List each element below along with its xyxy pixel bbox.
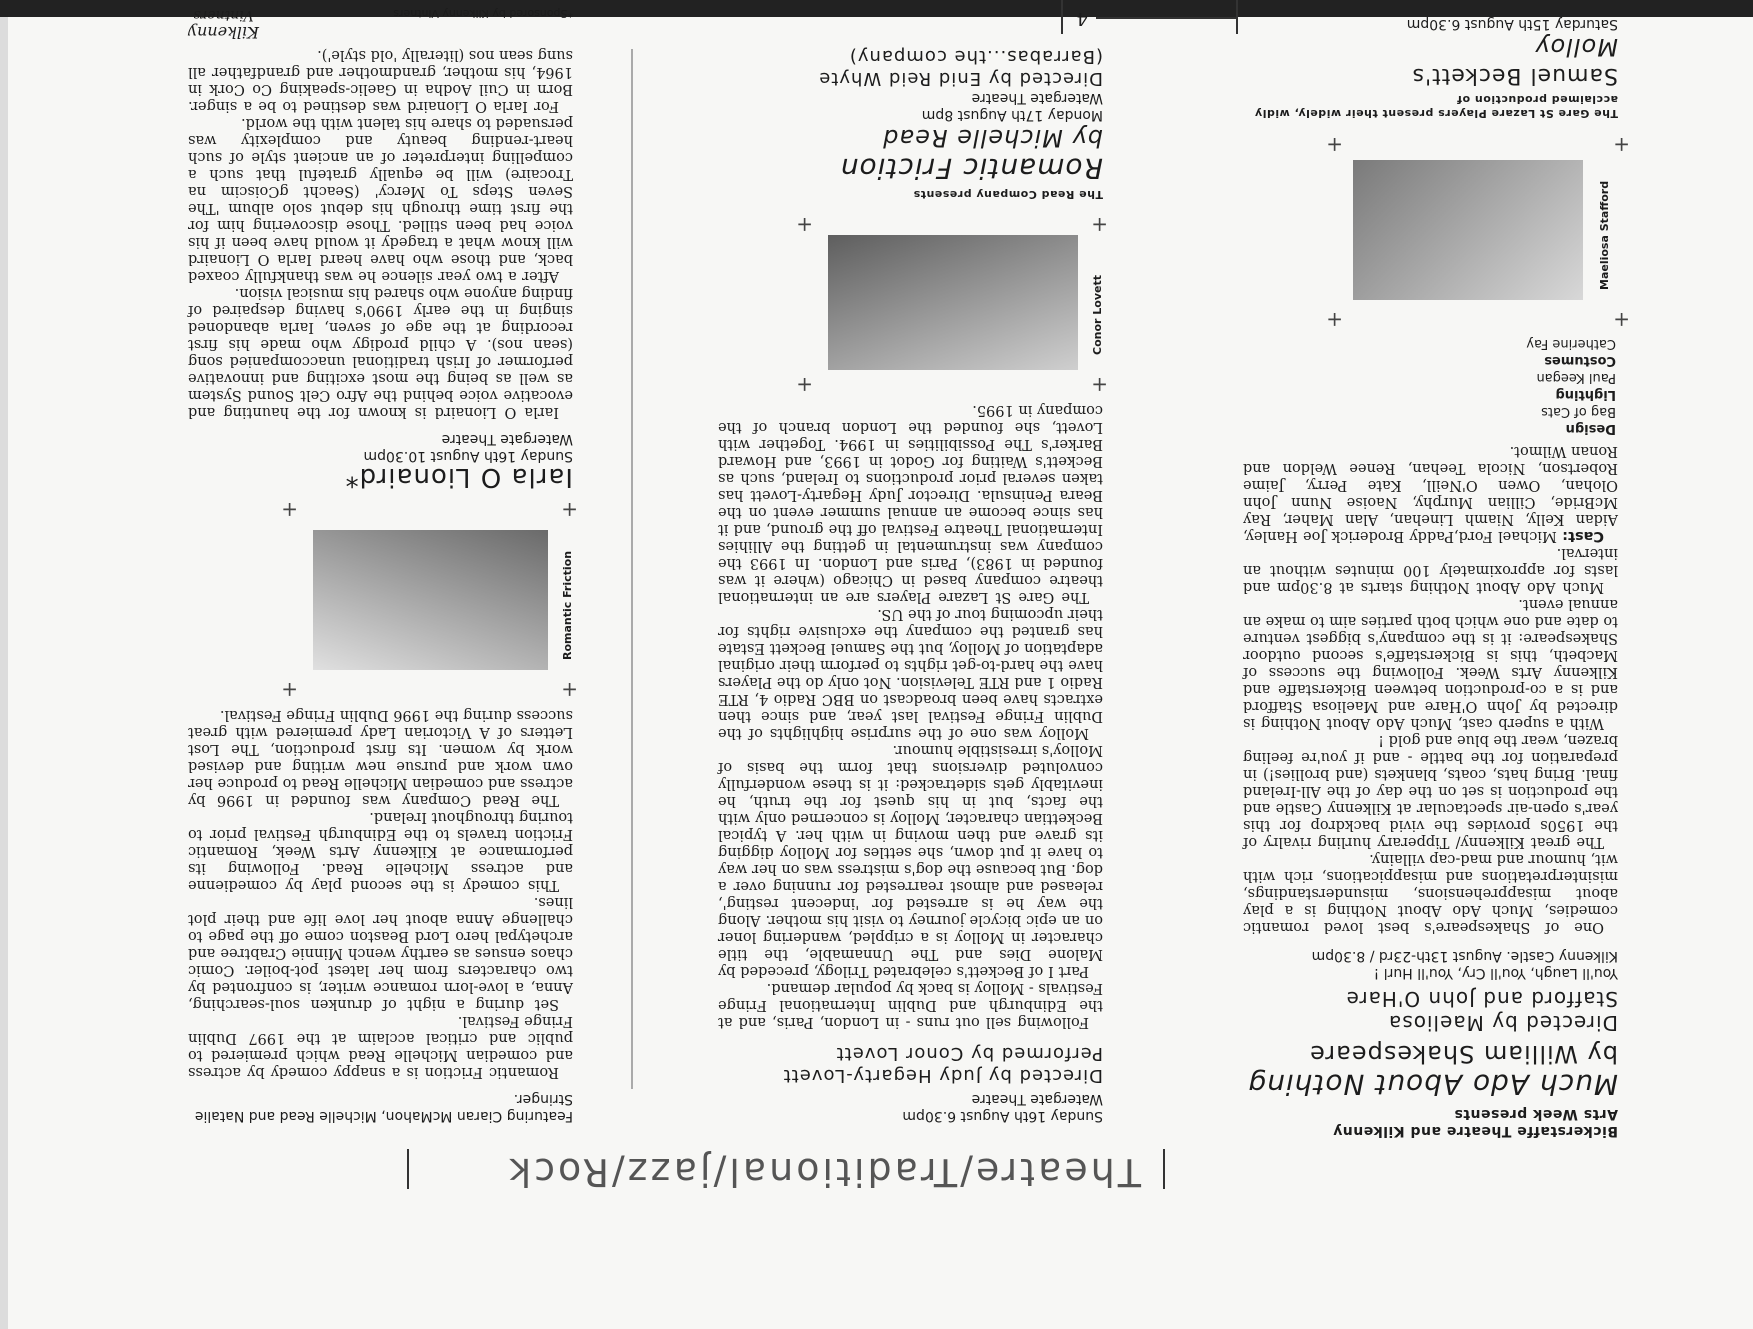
rf-paragraph-3: This comedy is the second play by comedienne and actress Michelle Read. Following its performance at Kilkenny Arts Week, Romantic Friction travels to the Edinburgh Festival prior to touring throughout Ireland.: [188, 809, 573, 893]
tagline: You'll Laugh, You'll Cry, You'll Hurl !: [1373, 965, 1618, 981]
credit-name: Bag of Cats: [1541, 404, 1616, 419]
rf-featuring: Featuring Ciaran McMahon, Michelle Read and Natalie Stringer.: [194, 1091, 573, 1124]
credit-role: Costumes: [1544, 353, 1616, 368]
logo-line-2: Vintners: [193, 7, 254, 23]
molloy-paragraph-3: Molloy was one of the surprise highlights of the Dublin Fringe Festival last year, and since then extracts have been broadcast on BBC Radio 4, RTE Radio 1 and RTE Television. Not only do the Players have the hard-to-get rights to perform their original adaptation of Molloy, but the Samuel Beckett Estate has granted the company the exclusive rights for their upcoming tour of the US.: [718, 606, 1103, 741]
crop-mark: +: [281, 678, 298, 702]
credit-role: Design: [1565, 421, 1616, 436]
molloy-paragraph-1: Following sell out runs - in London, Paris, and at the Edinburgh and Dublin International Fringe Festivals - Molloy is back by popular demand.: [718, 980, 1103, 1030]
molloy-directed: Directed by Judy Hegarty-Lovett: [782, 1065, 1103, 1086]
cast-label: Cast:: [1562, 528, 1604, 544]
section-banner: Theatre/Traditional/jazz/Rock: [506, 1150, 1141, 1194]
rf-byline: by Michelle Read: [882, 124, 1103, 152]
rf-paragraph-1: Romantic Friction is a snappy comedy by actress and comedian Michelle Read which premiered to public and critical acclaim at the 1997 Dublin Fringe Festival.: [188, 1013, 573, 1080]
banner-bar-left: [1163, 1149, 1165, 1189]
venue-line: Kilkenny Castle. August 13th-23rd / 8.30pm: [1311, 948, 1618, 964]
photo-caption: Romantic Friction: [561, 550, 574, 660]
crop-mark: +: [1326, 133, 1343, 157]
crop-mark: +: [281, 498, 298, 522]
molloy-performed: Performed by Conor Lovett: [835, 1043, 1103, 1064]
paragraph-4: Much Ado About Nothing starts at 8.30pm and lasts for approximately 100 minutes without an interval.: [1243, 545, 1618, 595]
rf-title: Romantic Friction: [839, 152, 1103, 185]
page-number-line: [1096, 17, 1236, 19]
credit-name: Catherine Fay: [1526, 336, 1616, 351]
banner-bar-right: [407, 1149, 409, 1189]
sponsor-row: [188, 7, 573, 42]
photo-caption: Conor Lovett: [1091, 275, 1104, 355]
molloy-date: Saturday 15th August 6.30pm: [1406, 16, 1618, 32]
credit-name: Paul Keegan: [1536, 370, 1616, 385]
crop-mark: +: [796, 373, 813, 397]
credits-table: [1524, 334, 1618, 438]
molloy-paragraph-2: Part I of Beckett's celebrated Trilogy, preceded by Malone Dies and The Unnamable, the title character in Molloy is a crippled, wandering loner on an epic bicycle journey to visit his mother. Along the way he is arrested for 'indecent resting', released and almost rearrested for running over a dog. But because the dog's mistress was on her way to have it put down, she settles for Molloy digging its grave and then moving in with her. A typical Beckettian character, Molloy is concerned only with the facts, but in his quest for the truth, he inevitably gets sidetracked: it is these wonderfully convoluted diversions that form the basis of Molloy's irresistible humour.: [718, 742, 1103, 979]
molloy-date-line: Sunday 16th August 6.30pm: [902, 1108, 1103, 1124]
rf-cast: (Barrabas...the company): [848, 46, 1103, 67]
iarla-venue: Watergate Theatre: [441, 431, 573, 447]
paragraph-2: The great Kilkenny/ Tipperary hurling rivalry of the 1950s provides the vivid backdrop for this year's open-air spectacular at Kilkenny Castle and the production is set on the day of the All-Ireland final. Bring hats, coats, blankets (and brollies!) in preparation for the battle - and if you're feeling brazen, wear the blue and gold !: [1243, 732, 1618, 850]
page-number: 4: [1076, 8, 1088, 29]
photo-romantic-friction: [313, 530, 548, 670]
scan-edge-right: [0, 0, 8, 1329]
molloy-title-2: Molloy: [1534, 33, 1618, 61]
iarla-paragraph-2: After a two year silence he was thankfully coaxed back, and those who have heard Iarla O Lionaird will know what a tragedy it would have been if his voice had been stilled. Those discovering him for the first time through his debut solo album 'The Seven Steps To Mercy' (Seacht gCoiscim na Trocaire) will be equally grateful that such a compelling interpreter of an ancient style of such heart-rending beauty and complexity was persuaded to share his talent with the world.: [188, 115, 573, 284]
rf-paragraph-2: Set during a night of drunken soul-searching, Anna, a love-lorn romance writer, is confronted by two characters from her latest pot-boiler. Comic chaos ensues as earthy wench Minnie Crabtree and archetypal hero Lord Beaston come off the page to challenge Anna about her love life and their plot lines.: [188, 894, 573, 1012]
rf-paragraph-4: The Read Company was founded in 1996 by actress and comedian Michelle Read to produce her own work and pursue new writing and devised work by women. Its first production, The Lost Letters of A Victorian Lady premiered with great success during the 1996 Dublin Fringe Festival.: [188, 707, 573, 808]
molloy-paragraph-4: The Gare St Lazare Players are an international theatre company based in Chicago (where it was founded in 1983), Paris and London. In 1993 the company was instrumental in getting the Allihies International Theatre Festival off the ground, and it has since become an annual summer event on the Beara Peninsula. Director Judy Hegarty-Lovett has taken several prior productions to Ireland, such as Beckett's Waiting for Godot in 1993, and Howard Barker's The Possibilities in 1994. Together with Lovett, she founded the London branch of the company in 1995.: [718, 402, 1103, 605]
rf-date: Monday 17th August 8pm: [921, 107, 1103, 123]
page-number-bar: [1061, 0, 1063, 34]
presenter-heading: Bickerstaffe Theatre and Kilkenny Arts Week presents: [1332, 1106, 1618, 1139]
logo-line-1: Kilkenny: [188, 23, 259, 42]
cast-paragraph: [1243, 442, 1618, 544]
crop-mark: +: [561, 498, 578, 522]
directed-by: Directed by Maeliosa Stafford and John O'Hare: [1345, 987, 1618, 1035]
rf-venue: Watergate Theatre: [971, 90, 1103, 106]
rf-directed: Directed by Enid Reid Whyte: [818, 68, 1103, 89]
iarla-title: Iarla O Lionaird*: [344, 462, 573, 492]
photo-block: [1243, 120, 1630, 332]
kilkenny-vintners-logo: [188, 7, 259, 42]
play-subtitle: by William Shakespeare: [1309, 1040, 1618, 1068]
play-title: Much Ado About Nothing: [1247, 1068, 1618, 1101]
photo-caption: Maeliosa Stafford: [1598, 180, 1611, 290]
paragraph-1: One of Shakespeare's best loved romantic comedies, Much Ado About Nothing is a play about misapprehensions, misunderstandings, misinterpretations and misappications, rich with wit, humour and mad-cap villainy.: [1243, 851, 1618, 935]
photo-conor-lovett: [828, 235, 1078, 370]
crop-mark: +: [1326, 308, 1343, 332]
iarla-paragraph-3: For Iarla O Lionaird was destined to be a singer. Born in Cuil Aodha in Gaelic-speaking Co Cork in 1964, his mother, grandmother and grandfather all sung sean nos (literally 'old style').: [188, 47, 573, 114]
column-divider: [631, 49, 633, 1089]
crop-mark: +: [1613, 308, 1630, 332]
molloy-venue: Watergate Theatre: [971, 1091, 1103, 1107]
photo-block: [718, 205, 1108, 397]
sponsor-note: *Sponsored by Kilkenny Vintners: [393, 7, 573, 20]
molloy-presenter: The Gare St Lazare Players present their widely, widly acclaimed production of: [1254, 93, 1618, 120]
column-molloy: [718, 45, 1108, 1124]
column-much-ado: [1243, 15, 1630, 1139]
rf-presenter: The Read Company presents: [913, 188, 1103, 201]
crop-mark: +: [796, 213, 813, 237]
crop-mark: +: [1091, 373, 1108, 397]
crop-mark: +: [561, 678, 578, 702]
page-number-rule: [1236, 0, 1238, 34]
crop-mark: +: [1091, 213, 1108, 237]
photo-maeliosa-stafford: [1353, 160, 1583, 300]
paragraph-3: With a superb cast, Much Ado About Nothing is directed by John O'Hare and Maeliosa Stafford and is a co-production between Bickerstaffe and Kilkenny Arts Week. Following the success of Macbeth, this is Bickerstaffe's second outdoor Shakespeare: it is the company's biggest venture to date and one which both parties aim to make an annual event.: [1243, 596, 1618, 731]
photo-block: [188, 490, 578, 702]
credit-role: Lighting: [1555, 387, 1616, 402]
column-romantic-friction: [188, 7, 578, 1124]
iarla-paragraph-1: Iarla O Lionaird is known for the haunting and evocative voice behind the Afro Celt Sound System as well as being the most exciting and innovative performer of Irish traditional unaccompanied song (sean nos). A child prodigy who made his first recording at the age of seven, Iarla abandoned singing in the early 1990's having despaired of finding anyone who shared his musical vision.: [188, 285, 573, 420]
crop-mark: +: [1613, 133, 1630, 157]
cast-list: Michael Ford,Paddy Broderick Joe Hanley, Aidan Kelly, Niamh Linehan, Alan Maher, Ray McBride, Cillian Murphy, Naoise Nunn John Olohan, Owen O'Neill, Kate Perry, Jaime Robertson, Nicola Teehan, Renee Weldon and Ronan Wilmot.: [1243, 443, 1618, 544]
molloy-title: Samuel Beckett's: [1411, 63, 1618, 88]
iarla-date: Sunday 16th August 10.30pm: [363, 448, 573, 464]
